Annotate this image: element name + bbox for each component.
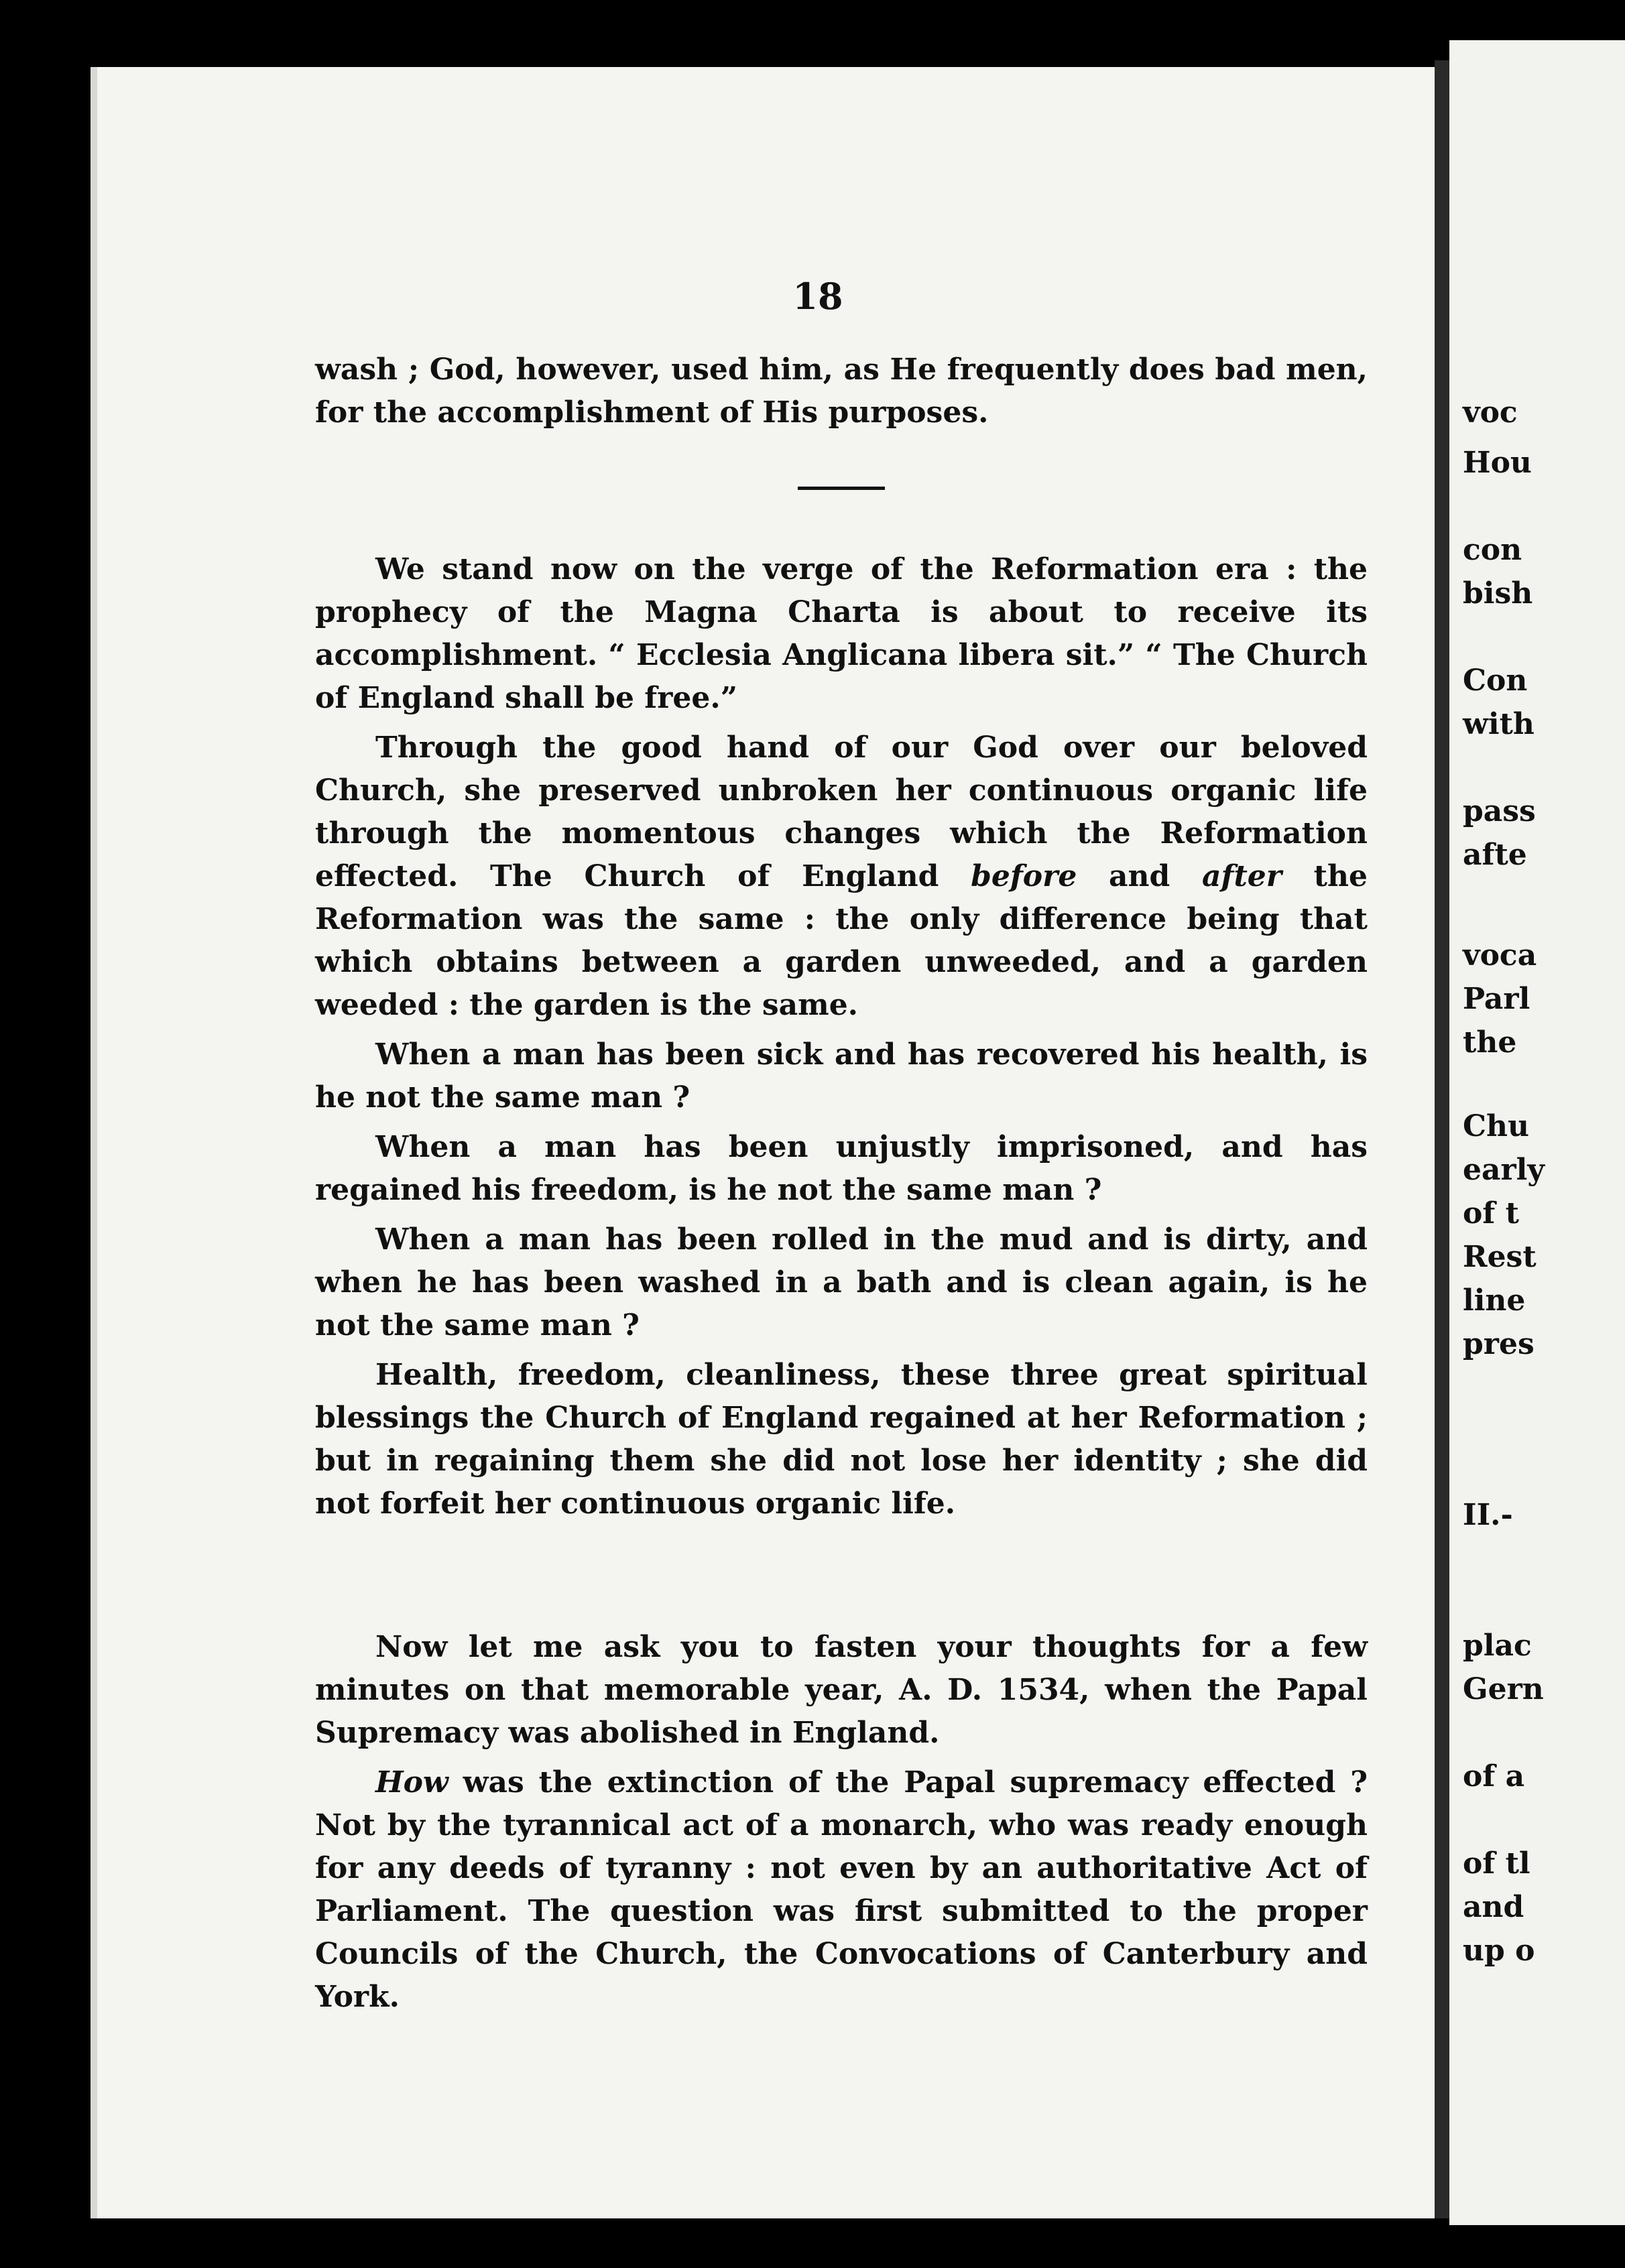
right-fragment: voca	[1463, 938, 1537, 972]
right-fragment: up o	[1463, 1934, 1535, 1968]
paragraph-9	[315, 1761, 1368, 2019]
paragraph-3	[315, 727, 1368, 1027]
right-fragment: pass	[1463, 794, 1536, 828]
right-fragment: pres	[1463, 1327, 1534, 1361]
paragraph-8: Now let me ask you to fasten your thoughts for a few minutes on that memorable year, A. D. 1534, when the Papal Supremacy was abolished in England.	[315, 1630, 1368, 1750]
right-fragment: voc	[1463, 395, 1518, 430]
right-fragment: and	[1463, 1890, 1524, 1924]
right-fragment: of t	[1463, 1196, 1519, 1231]
italic-before: before	[971, 859, 1077, 893]
paragraph-3-and: and	[1077, 859, 1203, 893]
paragraph-3-part-a: Through the good hand of our God over our beloved Church, she preserved unbroken her continuous organic life through the momentous changes which the Reformation effected. The Church of England	[315, 731, 1368, 893]
paragraph-6: When a man has been rolled in the mud and is dirty, and when he has been washed in a bath and is clean again, is he not the same man ?	[315, 1222, 1368, 1342]
right-fragment: Gern	[1463, 1672, 1544, 1706]
right-fragment: line	[1463, 1283, 1526, 1318]
paragraph-4: When a man has been sick and has recovered his health, is he not the same man ?	[315, 1037, 1368, 1115]
italic-after: after	[1202, 859, 1282, 893]
right-fragment: Rest	[1463, 1240, 1537, 1274]
paragraph-7: Health, freedom, cleanliness, these three great spiritual blessings the Church of England regained at her Reformation ; but in regaining them she did not lose her identity ; she did not forfeit her continuous organic life.	[315, 1358, 1368, 1521]
right-fragment: early	[1463, 1153, 1545, 1187]
paragraph-2: We stand now on the verge of the Reformation era : the prophecy of the Magna Charta is about to receive its accomplishment. “ Ecclesia Anglicana libera sit.” “ The Church of England shall be free.”	[315, 552, 1368, 715]
paragraph-1: wash ; God, however, used him, as He frequently does bad men, for the accomplishment of His purposes.	[315, 353, 1368, 430]
right-fragment: Con	[1463, 664, 1528, 698]
paragraph-3-part-b: the Reformation was the same : the only difference being that which obtains between a garden unweeded, and a garden weeded : the garden is the same.	[315, 859, 1368, 1022]
right-fragment: II.-	[1463, 1498, 1513, 1532]
book-spine	[1435, 60, 1449, 2218]
divider-rule	[798, 487, 885, 490]
right-fragment: Parl	[1463, 982, 1530, 1016]
right-fragment: Chu	[1463, 1109, 1529, 1143]
paragraph-5: When a man has been unjustly imprisoned, and has regained his freedom, is he not the same man ?	[315, 1130, 1368, 1207]
right-fragment: the	[1463, 1025, 1517, 1060]
right-fragment: of a	[1463, 1759, 1525, 1793]
right-fragment: Hou	[1463, 446, 1532, 480]
italic-how: How	[375, 1765, 448, 1800]
right-fragment: bish	[1463, 576, 1533, 611]
right-fragment: with	[1463, 707, 1534, 741]
right-fragment: of tl	[1463, 1846, 1530, 1881]
section-divider	[315, 434, 1368, 548]
right-fragment: plac	[1463, 1629, 1532, 1663]
paragraph-9-rest: was the extinction of the Papal supremacy effected ? Not by the tyrannical act of a monarch, who was ready enough for any deeds of tyranny : not even by an authoritative Act of Parliament. The question was first submitted to the proper Councils of the Church, the Convocations of Canterbury and York.	[315, 1765, 1368, 2014]
page-number: 18	[792, 275, 843, 318]
right-fragment: con	[1463, 533, 1522, 567]
body-text	[315, 349, 1368, 2019]
right-fragment: afte	[1463, 838, 1527, 872]
